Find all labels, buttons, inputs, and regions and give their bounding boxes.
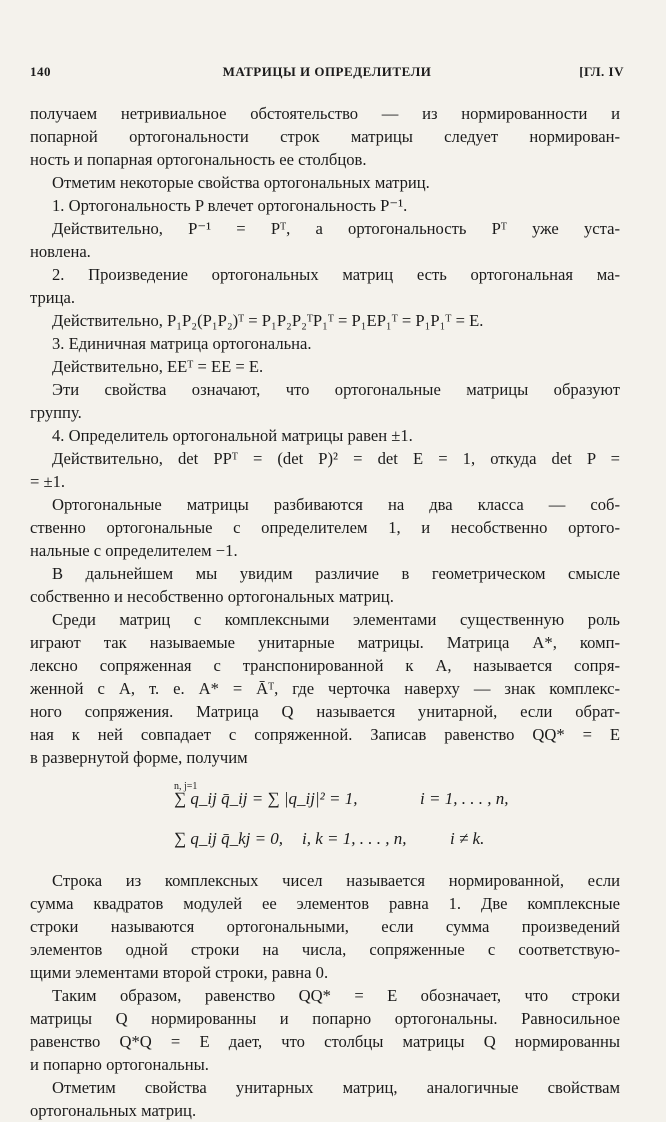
text-line: В дальнейшем мы увидим различие в геометрическом смысле <box>52 564 620 583</box>
formula-eq2-range: i, k = 1, . . . , n, <box>302 829 407 848</box>
formula-eq1-range: i = 1, . . . , n, <box>420 789 509 808</box>
text-line: собственно и несобственно ортогональных матриц. <box>30 587 394 606</box>
text-line: Эти свойства означают, что ортогональные матрицы образуют <box>52 380 620 399</box>
text-line: Отметим свойства унитарных матриц, аналогичные свойствам <box>52 1078 620 1097</box>
text-line: группу. <box>30 403 82 422</box>
running-header <box>30 64 624 86</box>
page-number: 140 <box>30 64 51 79</box>
text-line: попарной ортогональности строк матрицы следует нормирован- <box>30 127 620 146</box>
text-line: ортогональных матриц. <box>30 1101 197 1120</box>
text-line: ственно ортогональные с определителем 1, и несобственно ортого- <box>30 518 620 537</box>
chapter-label: [ГЛ. IV <box>579 64 624 79</box>
text-line: ность и попарная ортогональность ее столбцов. <box>30 150 367 169</box>
text-line: ного сопряжения. Матрица Q называется унитарной, если обрат- <box>30 702 620 721</box>
text-line: играют так называемые унитарные матрицы. Матрица A*, комп- <box>30 633 620 652</box>
text-line: 2. Произведение ортогональных матриц есть ортогональная ма- <box>52 265 620 284</box>
text-line: Строка из комплексных чисел называется нормированной, если <box>52 871 620 890</box>
formula-row-2 <box>30 815 620 855</box>
text-line: и попарно ортогональны. <box>30 1055 209 1074</box>
text-line: щими элементами второй строки, равна 0. <box>30 963 329 982</box>
text-line: матрицы Q нормированны и попарно ортогональны. Равносильное <box>30 1009 620 1028</box>
text-line: равенство Q*Q = E дает, что столбцы матрицы Q нормированны <box>30 1032 620 1051</box>
formula-eq1-limits: n, j=1 <box>174 781 198 792</box>
formula-eq1-left: ∑ q_ij q̄_ij = ∑ |q_ij|² = 1, <box>174 789 358 808</box>
text-line: элементов одной строки на числа, сопряженные с соответствую- <box>30 940 620 959</box>
text-line: Действительно, P₁P₂(P₁P₂)ᵀ = P₁P₂P₂ᵀP₁ᵀ = P₁EP₁ᵀ = P₁P₁ᵀ = E. <box>52 311 484 330</box>
page-body <box>30 102 620 1122</box>
text-line: строки называются ортогональными, если сумма произведений <box>30 917 620 936</box>
text-line: ная к ней совпадает с сопряженной. Записав равенство QQ* = E <box>30 725 620 744</box>
text-line: Действительно, P⁻¹ = Pᵀ, а ортогональность Pᵀ уже уста- <box>52 219 620 238</box>
text-line: женной с A, т. е. A* = Āᵀ, где черточка наверху — знак комплекс- <box>30 679 620 698</box>
text-line: в развернутой форме, получим <box>30 748 248 767</box>
formula-row-1 <box>30 775 620 815</box>
text-line: лексно сопряженная с транспонированной к A, называется сопря- <box>30 656 620 675</box>
text-line: Действительно, det PPᵀ = (det P)² = det E = 1, откуда det P = <box>52 449 620 468</box>
formula-eq2-cond: i ≠ k. <box>450 829 485 848</box>
text-line: 1. Ортогональность P влечет ортогональность P⁻¹. <box>52 196 408 215</box>
running-title: МАТРИЦЫ И ОПРЕДЕЛИТЕЛИ <box>222 64 432 79</box>
text-line: Действительно, EEᵀ = EE = E. <box>52 357 264 376</box>
text-line: Таким образом, равенство QQ* = E обозначает, что строки <box>52 986 620 1005</box>
text-line: новлена. <box>30 242 91 261</box>
text-line: Ортогональные матрицы разбиваются на два класса — соб- <box>52 495 620 514</box>
text-line: сумма квадратов модулей ее элементов равна 1. Две комплексные <box>30 894 620 913</box>
text-line: 3. Единичная матрица ортогональна. <box>52 334 312 353</box>
text-line: Отметим некоторые свойства ортогональных матриц. <box>52 173 430 192</box>
text-line: Среди матриц с комплексными элементами существенную роль <box>52 610 620 629</box>
formula-eq2-left: ∑ q_ij q̄_kj = 0, <box>174 829 284 848</box>
text-line: нальные с определителем −1. <box>30 541 238 560</box>
text-line: получаем нетривиальное обстоятельство — из нормированности и <box>30 104 620 123</box>
text-line: трица. <box>30 288 76 307</box>
text-line: = ±1. <box>30 472 66 491</box>
text-line: 4. Определитель ортогональной матрицы равен ±1. <box>52 426 413 445</box>
